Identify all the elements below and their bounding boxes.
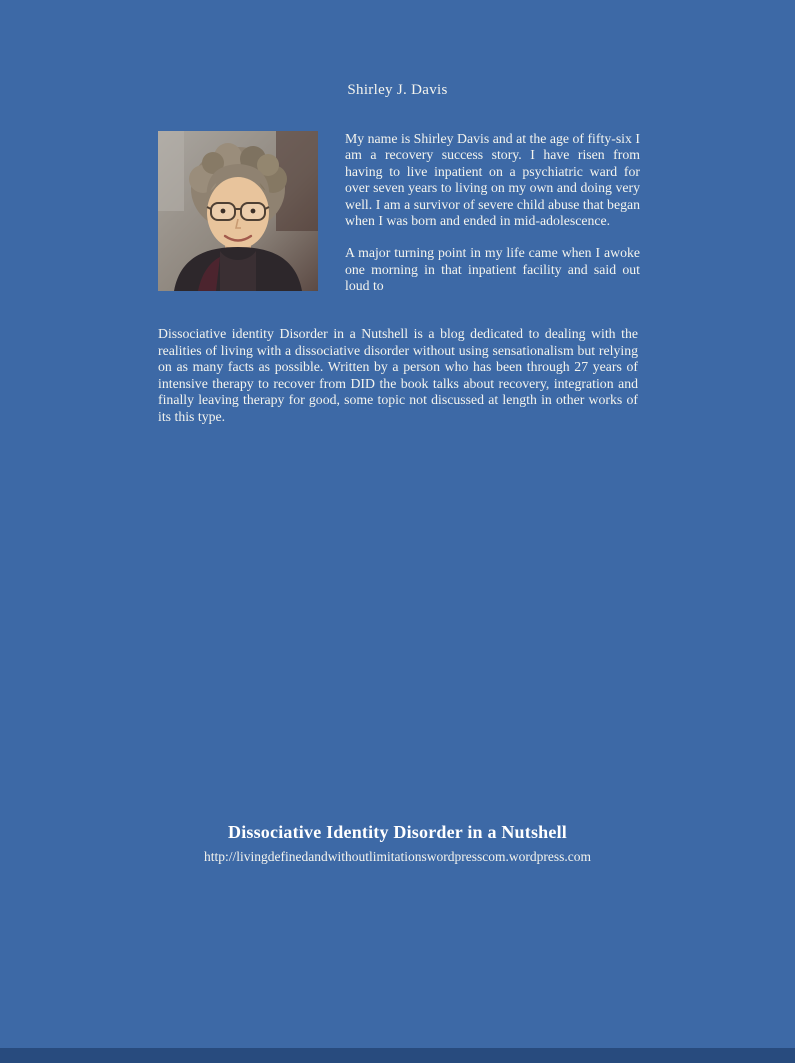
- bio-text: [345, 131, 640, 295]
- blog-description-paragraph: Dissociative identity Disorder in a Nutshell is a blog dedicated to dealing with the realities of living with a dissociative disorder without using sensationalism but relying on as many facts as possible. Written by a person who has been through 27 years of intensive therapy to recover from DID the book talks about recovery, integration and finally leaving therapy for good, some topic not discussed at length in other works of its this type.: [158, 326, 638, 424]
- book-title: Dissociative Identity Disorder in a Nutshell: [228, 822, 567, 842]
- author-portrait-illustration: [158, 131, 318, 291]
- bottom-edge-bar: [0, 1048, 795, 1063]
- author-name: Shirley J. Davis: [347, 82, 448, 98]
- bio-paragraph-1: My name is Shirley Davis and at the age of fifty-six I am a recovery success story. I have risen from having to live inpatient on a psychiatric ward for over seven years to living on my own and doing very well. I am a survivor of severe child abuse that began when I was born and ended in mid-adolescence.: [345, 131, 640, 229]
- author-photo: [158, 131, 318, 291]
- website-url: http://livingdefinedandwithoutlimitationswordpresscom.wordpress.com: [204, 849, 591, 864]
- bio-section: [158, 131, 640, 295]
- bio-paragraph-2: A major turning point in my life came when I awoke one morning in that inpatient facility and said out loud to: [345, 245, 640, 294]
